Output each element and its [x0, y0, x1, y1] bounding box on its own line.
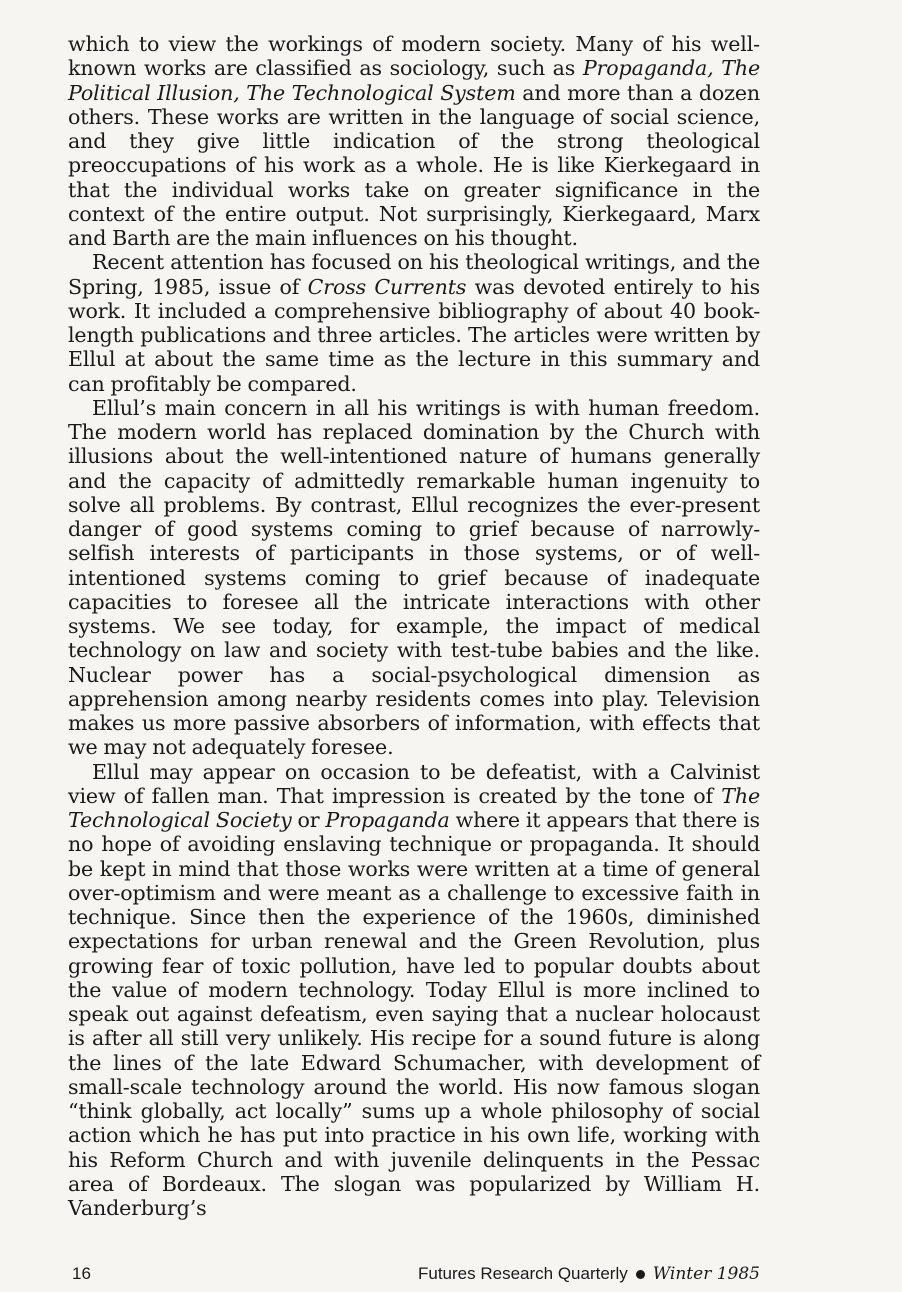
paragraph-text: Recent attention has focused on his theological writings, and the Spring, 1985, issue of	[68, 250, 760, 299]
italic-title-text: Cross Currents	[307, 274, 467, 299]
paragraph	[68, 250, 760, 396]
page-number: 16	[72, 1264, 91, 1283]
paragraph-text: was devoted entirely to his work. It included a comprehensive bibliography of about 40 book-length publications and three articles. The articles were written by Ellul at about the same time as the lecture in this summary and can profitably be compared.	[68, 274, 760, 396]
paragraph-text: and more than a dozen others. These works are written in the language of social science, and they give little indication of the strong theological preoccupations of his work as a whole. He is like Kierkegaard in that the individual works take on greater significance in the context of the entire output. Not surprisingly, Kierkegaard, Marx and Barth are the main influences on his thought.	[68, 80, 761, 250]
journal-citation	[418, 1262, 760, 1286]
page-footer	[68, 1262, 760, 1286]
italic-title-text: Propaganda	[325, 808, 450, 832]
body-text	[68, 32, 760, 1220]
journal-title: Futures Research Quarterly	[418, 1264, 628, 1283]
paragraph-text: or	[291, 808, 326, 832]
issue-date: Winter 1985	[652, 1264, 760, 1284]
bullet-separator-icon	[636, 1270, 645, 1279]
paragraph-text: where it appears that there is no hope of avoiding enslaving technique or propaganda. It should be kept in mind that those works were written at a time of general over-optimism and were meant as a challenge to excessive faith in technique. Since then the experience of the 1960s, diminished expectations for urban renewal and the Green Revolution, plus growing fear of toxic pollution, have led to popular doubts about the value of modern technology. Today Ellul is more inclined to speak out against defeatism, even saying that a nuclear holocaust is after all still very unlikely. His recipe for a sound future is along the lines of the late Edward Schumacher, with development of small-scale technology around the world. His now famous slogan “think globally, act locally” sums up a whole philosophy of social action which he has put into practice in his own life, working with his Reform Church and with juvenile delinquents in the Pessac area of Bordeaux. The slogan was popularized by William H. Vanderburg’s	[68, 808, 760, 1220]
paragraph	[68, 396, 760, 760]
italic-title-text: Propaganda, The Political Illusion, The Technological System	[68, 56, 760, 105]
paragraph-text: which to view the workings of modern society. Many of his well-known works are classified as sociology, such as	[68, 32, 760, 81]
italic-title-text: The Technological Society	[68, 783, 760, 832]
paragraph	[68, 760, 760, 1221]
paragraph	[68, 32, 760, 250]
paragraph-text: Ellul may appear on occasion to be defeatist, with a Calvinist view of fallen man. That impression is created by the tone of	[68, 759, 760, 808]
paragraph-text: Ellul’s main concern in all his writings is with human freedom. The modern world has replaced domination by the Church with illusions about the well-intentioned nature of humans generally and the capacity of admittedly remarkable human ingenuity to solve all problems. By contrast, Ellul recognizes the ever-present danger of good systems coming to grief because of narrowly-selfish interests of participants in those systems, or of well-intentioned systems coming to grief because of inadequate capacities to foresee all the intricate interactions with other systems. We see today, for example, the impact of medical technology on law and society with test-tube babies and the like. Nuclear power has a social-psychological dimension as apprehension among nearby residents comes into play. Television makes us more passive absorbers of information, with effects that we may not adequately foresee.	[68, 395, 760, 760]
